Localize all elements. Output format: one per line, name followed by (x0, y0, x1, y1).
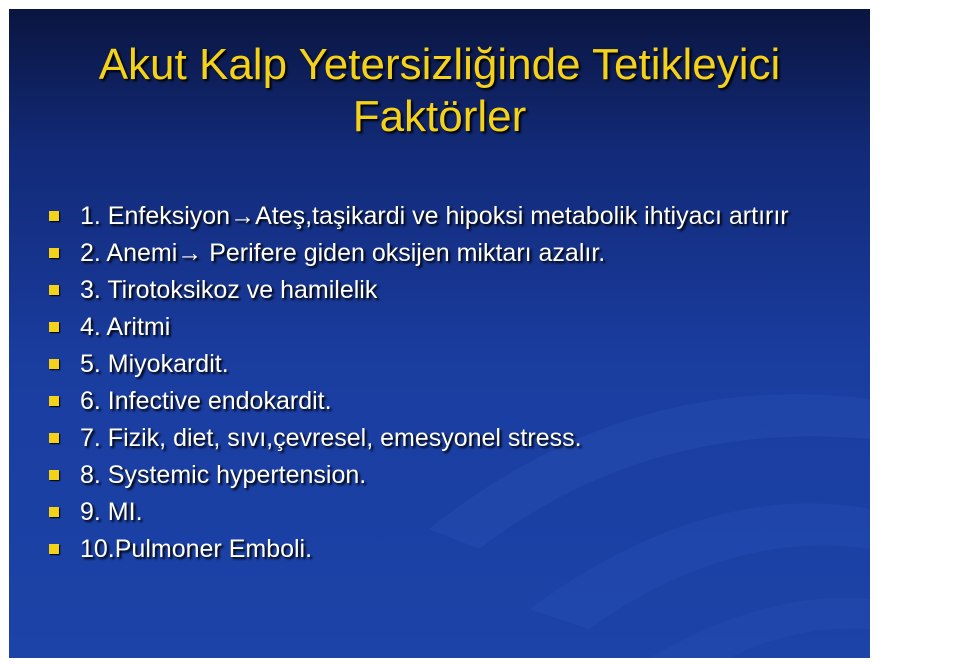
square-bullet-icon (49, 248, 59, 258)
list-item-text: 1. Enfeksiyon→Ateş,taşikardi ve hipoksi metabolik ihtiyacı artırır (80, 202, 789, 230)
square-bullet-icon (49, 544, 59, 554)
list-item (9, 350, 870, 378)
list-item (9, 276, 870, 304)
list-item-text: 8. Systemic hypertension. (80, 461, 367, 489)
square-bullet-icon (49, 507, 59, 517)
square-bullet-icon (49, 322, 59, 332)
list-item (9, 461, 870, 489)
list-item-text: 9. MI. (80, 498, 143, 526)
list-item-text: 2. Anemi→ Perifere giden oksijen miktarı azalır. (80, 239, 606, 267)
list-item (9, 424, 870, 452)
slide-title-line-1: Akut Kalp Yetersizliğinde Tetikleyici (98, 40, 781, 89)
square-bullet-icon (49, 211, 59, 221)
list-item (9, 535, 870, 563)
slide (9, 9, 870, 658)
bullet-list (9, 202, 870, 572)
list-item-text: 5. Miyokardit. (80, 350, 229, 378)
list-item-text: 10.Pulmoner Emboli. (80, 535, 313, 563)
square-bullet-icon (49, 433, 59, 443)
square-bullet-icon (49, 359, 59, 369)
square-bullet-icon (49, 285, 59, 295)
slide-title (9, 39, 870, 143)
list-item-text: 3. Tirotoksikoz ve hamilelik (80, 276, 378, 304)
list-item (9, 498, 870, 526)
list-item (9, 387, 870, 415)
square-bullet-icon (49, 470, 59, 480)
list-item (9, 313, 870, 341)
list-item-text: 4. Aritmi (80, 313, 171, 341)
list-item (9, 239, 870, 267)
square-bullet-icon (49, 396, 59, 406)
slide-title-line-2: Faktörler (352, 92, 527, 141)
list-item-text: 7. Fizik, diet, sıvı,çevresel, emesyonel stress. (80, 424, 582, 452)
list-item-text: 6. Infective endokardit. (80, 387, 332, 415)
list-item (9, 202, 870, 230)
